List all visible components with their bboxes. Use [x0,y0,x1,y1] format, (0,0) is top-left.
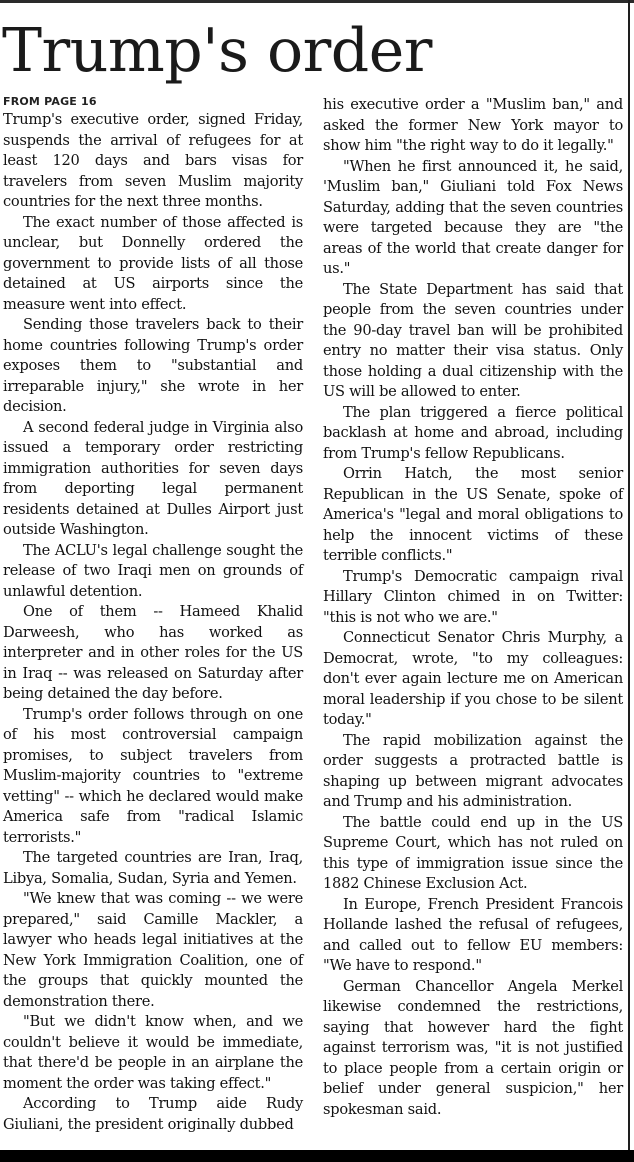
paragraph: Trump's executive order, signed Friday, suspends the arrival of refugees for at least 120 days and bars visas for travelers from seven Muslim majority countries for the next three months. [3,111,303,210]
paragraph: "When he first announced it, he said, 'Muslim ban," Giuliani told Fox News Saturday, adding that the seven countries were targeted because they are "the areas of the world that create danger for us." [323,157,623,277]
paragraph: The battle could end up in the US Supreme Court, which has not ruled on this type of immigration issue since the 1882 Chinese Exclusion Act. [323,813,623,892]
paragraph: Orrin Hatch, the most senior Republican in the US Senate, spoke of America's "legal and moral obligations to help the innocent victims of these terrible conflicts." [323,465,623,564]
paragraph: "We knew that was coming -- we were prepared," said Camille Mackler, a lawyer who heads legal initiatives at the New York Immigration Coalition, one of the groups that quickly mounted the demonstration there. [3,890,303,1010]
top-rule [0,0,634,3]
paragraph: The State Department has said that people from the seven countries under the 90-day travel ban will be prohibited entry no matter their visa status. Only those holding a dual citizenship with the US will be allowed to enter. [323,280,623,400]
right-column [323,95,623,1120]
paragraph: The ACLU's legal challenge sought the release of two Iraqi men on grounds of unlawful detention. [3,541,303,600]
paragraph: The plan triggered a fierce political backlash at home and abroad, including from Trump's fellow Republicans. [323,403,623,462]
headline: Trump's order [2,16,432,86]
left-column [3,95,303,1135]
right-column-rule [628,0,630,1150]
paragraph: Trump's Democratic campaign rival Hillary Clinton chimed in on Twitter: "this is not who we are." [323,567,623,626]
paragraph: Trump's order follows through on one of his most controversial campaign promises, to subject travelers from Muslim-majority countries to "extreme vetting" -- which he declared would make America safe from "radical Islamic terrorists." [3,705,303,846]
paragraph: Connecticut Senator Chris Murphy, a Democrat, wrote, "to my colleagues: don't ever again lecture me on American moral leadership if you chose to be silent today." [323,629,623,728]
paragraph: his executive order a "Muslim ban," and asked the former New York mayor to show him "the right way to do it legally." [323,96,623,154]
paragraph: "But we didn't know when, and we couldn't believe it would be immediate, that there'd be people in an airplane the moment the order was taking effect." [3,1013,303,1092]
paragraph: According to Trump aide Rudy Giuliani, the president originally dubbed [3,1095,303,1133]
jump-line: FROM PAGE 16 [3,95,97,108]
paragraph: The exact number of those affected is unclear, but Donnelly ordered the government to provide lists of all those detained at US airports since the measure went into effect. [3,213,303,313]
paragraph: Sending those travelers back to their home countries following Trump's order exposes them to "substantial and irreparable injury," she wrote in her decision. [3,316,303,415]
bottom-bar [0,1150,634,1162]
paragraph: In Europe, French President Francois Hollande lashed the refusal of refugees, and called out to fellow EU members: "We have to respond." [323,895,623,974]
paragraph: A second federal judge in Virginia also issued a temporary order restricting immigration authorities for seven days from deporting legal permanent residents detained at Dulles Airport just outside Washington. [3,418,303,538]
paragraph: The targeted countries are Iran, Iraq, Libya, Somalia, Sudan, Syria and Yemen. [3,849,303,887]
paragraph: German Chancellor Angela Merkel likewise condemned the restrictions, saying that however hard the fight against terrorism was, "it is not justified to place people from a certain origin or belief under general suspicion," her spokesman said. [323,977,623,1118]
paragraph: The rapid mobilization against the order suggests a protracted battle is shaping up between migrant advocates and Trump and his administration. [323,731,623,810]
paragraph: One of them -- Hameed Khalid Darweesh, who has worked as interpreter and in other roles for the US in Iraq -- was released on Saturday after being detained the day before. [3,603,303,702]
